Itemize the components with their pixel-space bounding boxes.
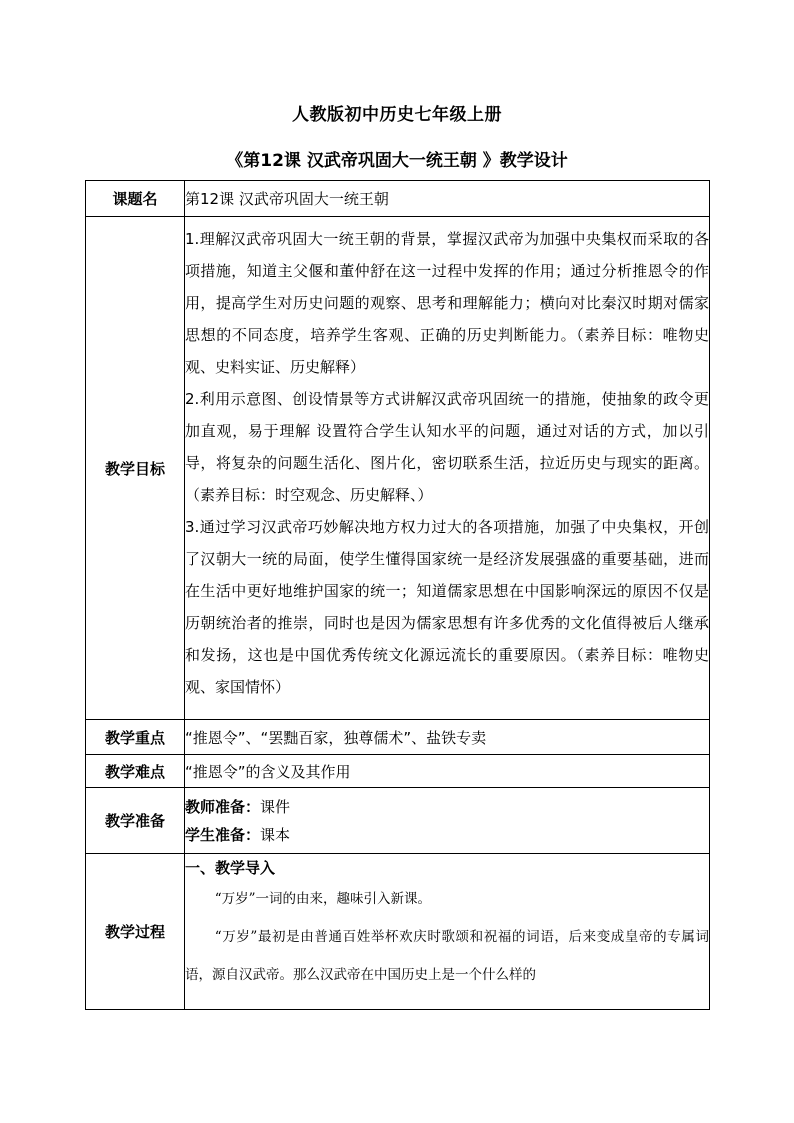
teacher-prep-value: 课件 — [260, 797, 291, 816]
goal-item: 3.通过学习汉武帝巧妙解决地方权力过大的各项措施，加强了中央集权，开创了汉朝大一统的局面，使学生懂得国家统一是经济发展强盛的重要基础，进而在生活中更好地维护国家的统一；知道儒家思想在中国影响深远的原因不仅是历朝统治者的推崇，同时也是因为儒家思想有许多优秀的文化值得被后人继承和发扬，这也是中国优秀传统文化源远流长的重要原因。（素养目标：唯物史观、家国情怀） — [185, 518, 709, 696]
process-section-title: 一、教学导入 — [185, 859, 276, 877]
document-title: 人教版初中历史七年级上册 — [292, 105, 502, 125]
key-points-label: 教学重点 — [86, 720, 185, 755]
topic-value: 第12课 汉武帝巩固大一统王朝 — [185, 181, 710, 217]
teacher-prep-label: 教师准备： — [185, 797, 261, 816]
goal-item: 1.理解汉武帝巩固大一统王朝的背景，掌握汉武帝为加强中央集权而采取的各项措施，知道主父偃和董仲舒在这一过程中发挥的作用；通过分析推恩令的作用，提高学生对历史问题的观察、思考和理解能力；横向对比秦汉时期对儒家思想的不同态度，培养学生客观、正确的历史判断能力。（素养目标：唯物史观、史料实证、历史解释） — [185, 230, 709, 376]
table-row-difficulties — [86, 755, 710, 788]
table-row-key-points — [86, 720, 710, 755]
goals-label: 教学目标 — [86, 217, 185, 720]
table-row-preparation — [86, 788, 710, 854]
goal-item: 2.利用示意图、创设情景等方式讲解汉武帝巩固统一的措施，使抽象的政令更加直观，易于理解 设置符合学生认知水平的问题，通过对话的方式，加以引导，将复杂的问题生活化、图片化，密切联系生活，拉近历史与现实的距离。（素养目标：时空观念、历史解释、） — [185, 390, 709, 504]
table-row-goals — [86, 217, 710, 720]
table-row-process — [86, 854, 710, 1010]
topic-label: 课题名 — [86, 181, 185, 217]
difficulties-value: “推恩令”的含义及其作用 — [185, 755, 710, 788]
key-points-value: “推恩令”、“罢黜百家，独尊儒术”、盐铁专卖 — [185, 720, 710, 755]
teacher-preparation — [185, 793, 709, 821]
lesson-plan-table — [85, 180, 710, 1010]
preparation-label: 教学准备 — [86, 788, 185, 854]
preparation-content — [185, 788, 710, 854]
process-paragraph: “万岁”最初是由普通百姓举杯欢庆时歌颂和祝福的词语，后来变成皇帝的专属词语，源自汉武帝。那么汉武帝在中国历史上是一个什么样的 — [185, 929, 709, 983]
process-label: 教学过程 — [86, 854, 185, 1010]
process-paragraph: “万岁”一词的由来，趣味引入新课。 — [214, 891, 431, 907]
table-row-topic — [86, 181, 710, 217]
difficulties-label: 教学难点 — [86, 755, 185, 788]
student-preparation — [185, 821, 709, 849]
goals-content — [185, 217, 710, 720]
document-subtitle: 《第12课 汉武帝巩固大一统王朝 》教学设计 — [226, 151, 568, 171]
student-prep-label: 学生准备： — [185, 825, 261, 844]
student-prep-value: 课本 — [260, 825, 291, 844]
process-content — [185, 854, 710, 1010]
